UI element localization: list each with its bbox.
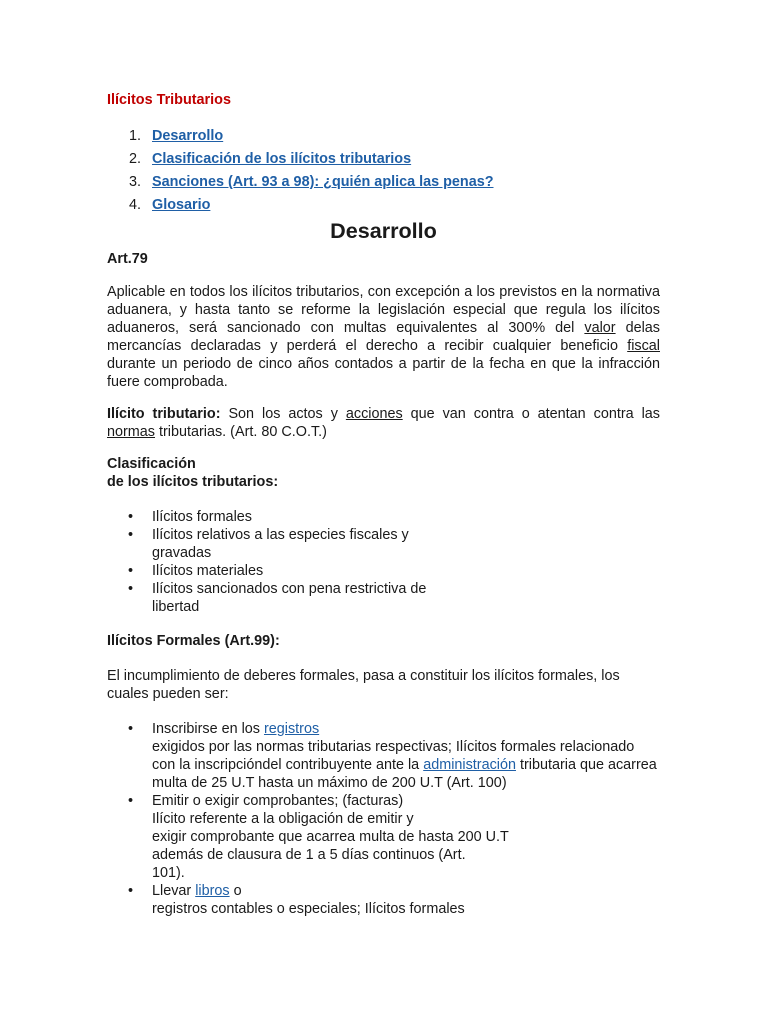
table-of-contents	[129, 126, 494, 218]
list-item: • Emitir o exigir comprobantes; (facturas) Ilícito referente a la obligación de emitir y exigir comprobante que acarrea multa de hasta 200 U.T además de clausura de 1 a 5 días continuos (Art. 101).	[128, 793, 509, 881]
list-item: • Ilícitos sancionados con pena restrictiva de libertad	[128, 581, 427, 615]
ilicito-label: Ilícito tributario:	[107, 406, 221, 422]
link-registros[interactable]: registros	[263, 721, 320, 737]
ilicito-definition: Ilícito tributario: Son los actos y acciones que van contra o atentan contra las normas tributarias. (Art. 80 C.O.T.)	[107, 406, 660, 440]
link-valor[interactable]: valor	[584, 320, 616, 336]
link-administracion[interactable]: administración	[423, 757, 516, 773]
toc-item: 4. Glosario	[129, 197, 211, 213]
list-item: • Ilícitos materiales	[128, 563, 264, 579]
art79-paragraph: Aplicable en todos los ilícitos tributarios, con excepción a los previstos en la normativa aduanera, y hasta tanto se reforme la legislación especial que regula los ilícitos aduaneros, será sancionado con multas equivalentes al 300% del valor delas mercancías declaradas y perderá el derecho a recibir cualquier beneficio fiscal durante un periodo de cinco años contados a partir de la fecha en que la infracción fuere comprobada.	[107, 284, 660, 390]
link-acciones[interactable]: acciones	[345, 406, 403, 422]
toc-item: 1. Desarrollo	[129, 128, 224, 144]
toc-link-clasificacion[interactable]: Clasificación de los ilícitos tributarios	[152, 151, 412, 167]
list-item: • Inscribirse en los registros exigidos por las normas tributarias respectivas; Ilícitos formales relacionado con la inscripcióndel contribuyente ante la administración tributaria que acarrea multa de 25 U.T hasta un máximo de 200 U.T (Art. 100)	[128, 721, 657, 791]
toc-item: 2. Clasificación de los ilícitos tributarios	[129, 151, 412, 167]
formales-list	[107, 720, 660, 918]
link-fiscal[interactable]: fiscal	[627, 338, 660, 354]
toc-link-glosario[interactable]: Glosario	[152, 197, 211, 213]
art79-heading: Art.79	[107, 251, 148, 267]
list-item: • Ilícitos formales	[128, 509, 252, 525]
formales-intro: El incumplimiento de deberes formales, pasa a constituir los ilícitos formales, los cuales pueden ser:	[107, 668, 620, 702]
clasificacion-list	[107, 508, 447, 616]
list-item: • Llevar libros o registros contables o especiales; Ilícitos formales	[128, 883, 465, 917]
list-item: • Ilícitos relativos a las especies fiscales y gravadas	[128, 527, 409, 561]
toc-link-sanciones[interactable]: Sanciones (Art. 93 a 98): ¿quién aplica las penas?	[152, 174, 494, 190]
toc-link-desarrollo[interactable]: Desarrollo	[152, 128, 224, 144]
document-title: Ilícitos Tributarios	[107, 92, 231, 108]
clasificacion-heading: Clasificación de los ilícitos tributarios:	[107, 456, 279, 490]
link-libros[interactable]: libros	[195, 883, 230, 899]
toc-item: 3. Sanciones (Art. 93 a 98): ¿quién aplica las penas?	[129, 174, 494, 190]
link-normas[interactable]: normas	[107, 424, 155, 440]
formales-heading: Ilícitos Formales (Art.99):	[107, 633, 280, 649]
section-heading-desarrollo: Desarrollo	[330, 218, 437, 243]
